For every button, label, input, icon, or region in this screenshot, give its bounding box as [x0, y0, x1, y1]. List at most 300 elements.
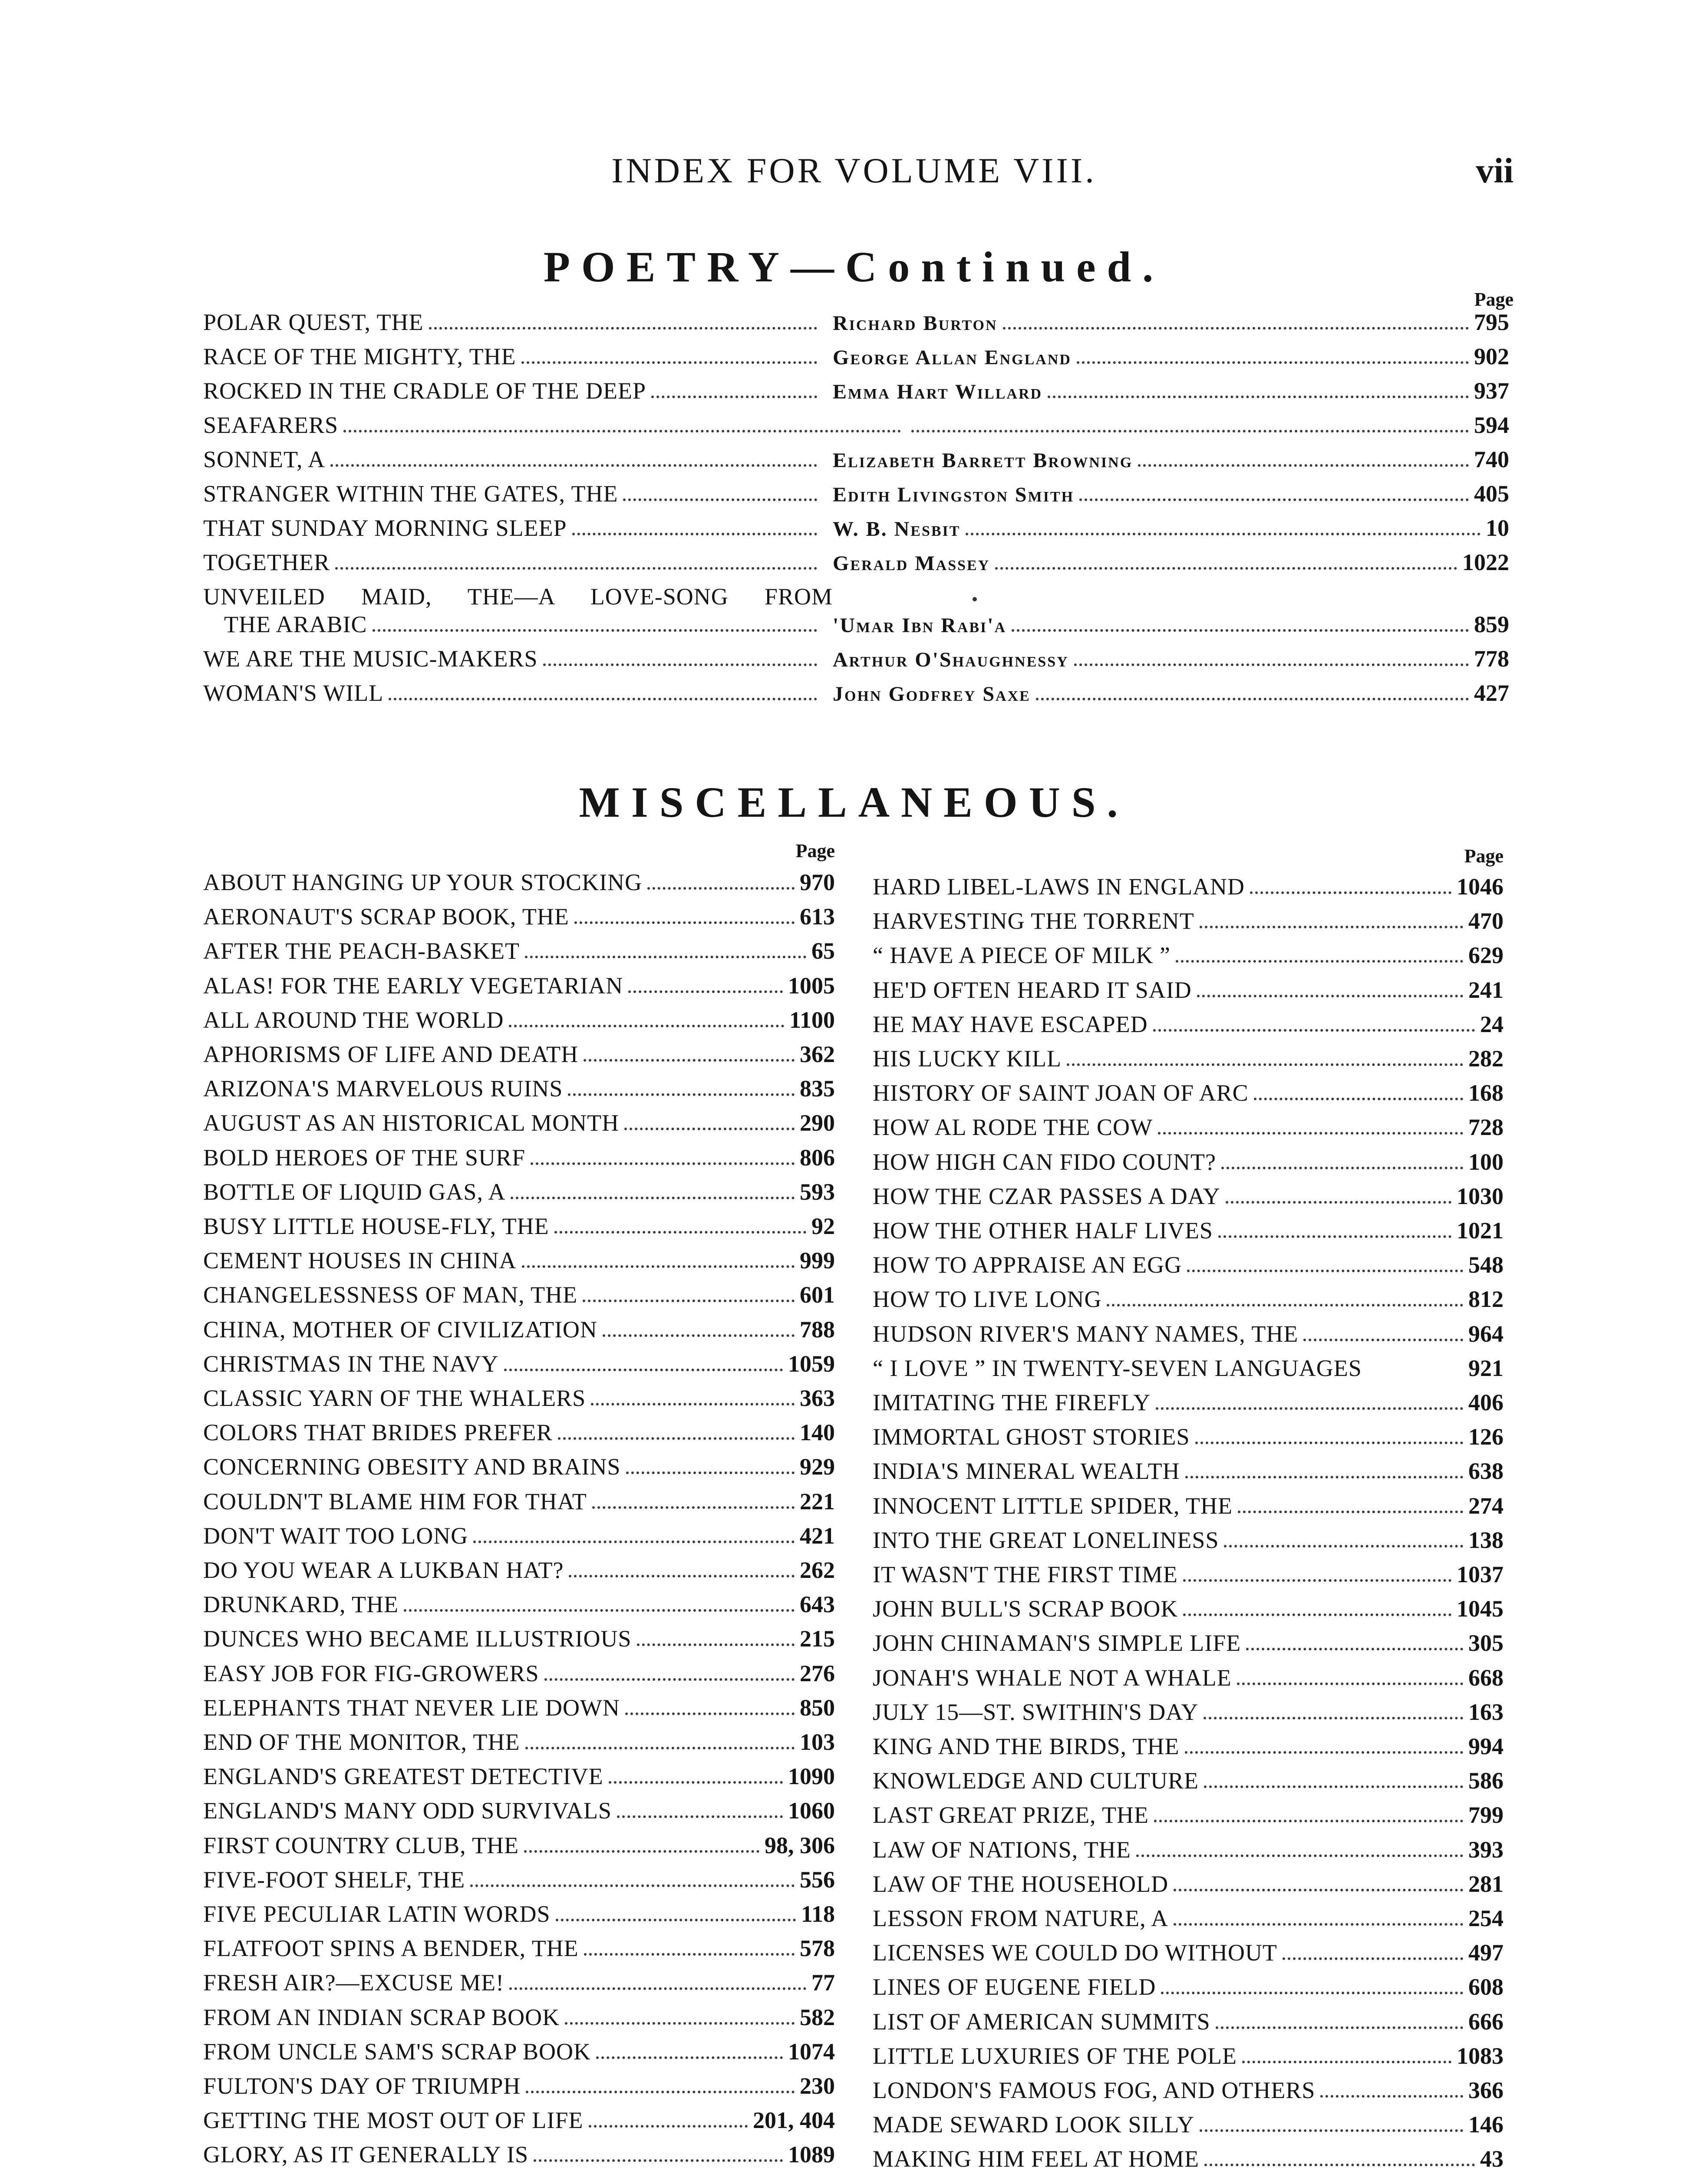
entry-page: 643: [800, 1591, 835, 1618]
index-entry: [203, 1558, 835, 1582]
entry-page: 1060: [788, 1798, 835, 1824]
entry-title: HOW THE CZAR PASSES A DAY: [873, 1183, 1220, 1209]
index-entry: [203, 974, 835, 997]
entry-page: 103: [800, 1729, 835, 1755]
entry-page: 1030: [1457, 1183, 1504, 1209]
misc-heading: MISCELLANEOUS.: [579, 778, 1129, 826]
entry-title: CLASSIC YARN OF THE WHALERS: [203, 1385, 586, 1411]
entry-title: LIST OF AMERICAN SUMMITS: [873, 2008, 1210, 2035]
index-entry: [203, 939, 835, 963]
misc-left-page-label: Page: [795, 840, 835, 861]
entry-page: 281: [1468, 1871, 1504, 1897]
poem-title-text: STRANGER WITHIN THE GATES, THE: [203, 481, 618, 507]
leader-dots: [617, 1815, 783, 1818]
entry-title: ELEPHANTS THAT NEVER LIE DOWN: [203, 1694, 620, 1721]
entry-title: IMMORTAL GHOST STORIES: [873, 1424, 1190, 1450]
entry-title: AFTER THE PEACH-BASKET: [203, 938, 520, 964]
entry-title: DUNCES WHO BECAME ILLUSTRIOUS: [203, 1626, 632, 1652]
entry-title: HARVESTING THE TORRENT: [873, 908, 1194, 934]
entry-page: 77: [811, 1970, 835, 1996]
entry-page: 305: [1468, 1630, 1504, 1656]
entry-page: 929: [800, 1454, 835, 1480]
leader-dots: [1250, 891, 1451, 894]
leader-dots: [911, 430, 1469, 432]
misc-right-page-label: Page: [1464, 845, 1504, 867]
index-entry: [873, 1322, 1504, 1346]
leader-dots: [1197, 995, 1463, 997]
leader-dots: [623, 498, 817, 501]
leader-dots: [1067, 1063, 1463, 1066]
print-speck: [973, 597, 977, 601]
poem-page: 937: [1474, 378, 1509, 404]
entry-title: HOW THE OTHER HALF LIVES: [873, 1217, 1213, 1244]
index-entry: [203, 1834, 835, 1857]
entry-page: 393: [1468, 1836, 1504, 1863]
entry-page: 1037: [1457, 1561, 1504, 1587]
poem-title: [203, 551, 822, 574]
index-entry: [873, 1631, 1504, 1655]
leader-dots: [1176, 960, 1463, 963]
leader-dots: [1138, 464, 1469, 467]
leader-dots: [1204, 1785, 1463, 1788]
entry-page: 601: [800, 1282, 835, 1308]
index-entry: [203, 1352, 835, 1376]
entry-page: 586: [1468, 1768, 1504, 1794]
index-entry: [203, 1730, 835, 1754]
leader-dots: [509, 1025, 784, 1027]
entry-title: “ HAVE A PIECE OF MILK ”: [873, 942, 1171, 969]
index-entry: [873, 2113, 1504, 2136]
index-entry: [203, 2006, 835, 2029]
leader-dots: [584, 1059, 795, 1062]
index-entry: [203, 1249, 835, 1272]
entry-page: 970: [800, 869, 835, 895]
entry-title: “ I LOVE ” IN TWENTY-SEVEN LANGUAGES: [873, 1355, 1362, 1381]
poem-title-text: WOMAN'S WILL: [203, 680, 384, 706]
leader-dots: [568, 1093, 795, 1096]
leader-dots: [569, 1575, 795, 1577]
entry-title: COLORS THAT BRIDES PREFER: [203, 1419, 553, 1446]
entry-page: 100: [1468, 1148, 1504, 1175]
poem-author: W. B. Nesbit: [833, 518, 961, 541]
leader-dots: [1174, 1889, 1463, 1891]
poem-title: [203, 379, 822, 403]
entry-page: 274: [1468, 1492, 1504, 1519]
index-entry: [873, 1838, 1504, 1861]
entry-page: 215: [800, 1626, 835, 1652]
leader-dots: [1074, 663, 1469, 666]
index-entry: [873, 1459, 1504, 1483]
leader-dots: [525, 1747, 795, 1749]
poem-entry: [203, 413, 1509, 437]
entry-title: ALL AROUND THE WORLD: [203, 1006, 504, 1033]
leader-dots: [1195, 1442, 1463, 1444]
index-entry: [203, 1696, 835, 1719]
leader-dots: [1320, 2095, 1463, 2098]
entry-page: 363: [800, 1385, 835, 1411]
index-entry: [873, 978, 1504, 1002]
leader-dots: [584, 1953, 795, 1956]
leader-dots: [343, 430, 901, 432]
index-entry: [873, 2010, 1504, 2033]
leader-dots: [1174, 1923, 1463, 1926]
index-entry: [873, 1803, 1504, 1827]
poem-page: 740: [1474, 446, 1509, 472]
entry-title: FIRST COUNTRY CLUB, THE: [203, 1832, 519, 1858]
poem-title-text: THE ARABIC: [224, 611, 367, 637]
index-entry: [873, 1287, 1504, 1311]
entry-title: FIVE PECULIAR LATIN WORDS: [203, 1901, 551, 1927]
poem-author: George Allan England: [833, 346, 1072, 369]
leader-dots: [637, 1643, 795, 1646]
poem-author: Edith Livingston Smith: [833, 483, 1075, 506]
poem-title-text: THAT SUNDAY MORNING SLEEP: [203, 515, 567, 541]
leader-dots: [565, 2022, 795, 2025]
index-entry: [873, 1494, 1504, 1518]
entry-title: LESSON FROM NATURE, A: [873, 1905, 1169, 1931]
entry-page: 43: [1480, 2146, 1504, 2171]
leader-dots: [1079, 498, 1469, 501]
entry-title: FULTON'S DAY OF TRIUMPH: [203, 2073, 521, 2099]
entry-title: DRUNKARD, THE: [203, 1591, 399, 1618]
entry-page: 366: [1468, 2077, 1504, 2103]
index-entry: [203, 1386, 835, 1410]
poem-author: Elizabeth Barrett Browning: [833, 449, 1133, 472]
index-entry: [873, 1013, 1504, 1036]
poem-author: Gerald Massey: [833, 552, 990, 575]
leader-dots: [525, 956, 806, 958]
entry-page: 406: [1468, 1389, 1504, 1415]
index-entry: [873, 1872, 1504, 1896]
entry-title: LINES OF EUGENE FIELD: [873, 1974, 1156, 2000]
entry-title: HARD LIBEL-LAWS IN ENGLAND: [873, 874, 1245, 900]
poem-entry: [203, 551, 1509, 574]
entry-title: HOW AL RODE THE COW: [873, 1114, 1153, 1141]
leader-dots: [1246, 1648, 1463, 1650]
entry-page: 548: [1468, 1252, 1504, 1278]
index-entry: [873, 1528, 1504, 1552]
entry-page: 582: [800, 2004, 835, 2030]
entry-title: DO YOU WEAR A LUKBAN HAT?: [203, 1557, 564, 1583]
leader-dots: [1156, 1407, 1463, 1410]
entry-page: 421: [800, 1522, 835, 1549]
leader-dots: [626, 1472, 795, 1474]
entry-page: 262: [800, 1557, 835, 1583]
entry-title: JOHN BULL'S SCRAP BOOK: [873, 1596, 1178, 1622]
entry-title: FRESH AIR?—EXCUSE ME!: [203, 1970, 504, 1996]
entry-page: 470: [1468, 908, 1504, 934]
index-entry: [203, 1490, 835, 1513]
entry-title: LONDON'S FAMOUS FOG, AND OTHERS: [873, 2077, 1316, 2103]
entry-page: 593: [800, 1178, 835, 1205]
poem-title: [203, 647, 822, 670]
poem-title-text: SONNET, A: [203, 446, 326, 472]
leader-dots: [1048, 396, 1469, 398]
index-entry: [873, 1219, 1504, 1242]
leader-dots: [558, 1437, 795, 1440]
poem-title: [203, 516, 822, 540]
entry-title: LAW OF THE HOUSEHOLD: [873, 1871, 1169, 1897]
index-entry: [203, 2074, 835, 2098]
leader-dots: [1254, 1098, 1463, 1100]
entry-title: HUDSON RIVER'S MANY NAMES, THE: [873, 1320, 1299, 1347]
entry-page: 146: [1468, 2112, 1504, 2138]
poem-title-text: POLAR QUEST, THE: [203, 309, 424, 335]
entry-title: END OF THE MONITOR, THE: [203, 1729, 520, 1755]
entry-title: HOW TO APPRAISE AN EGG: [873, 1252, 1182, 1278]
index-entry: [873, 1735, 1504, 1758]
leader-dots: [574, 921, 795, 924]
index-entry: [873, 1253, 1504, 1277]
poem-page: 902: [1474, 343, 1509, 370]
leader-dots: [1204, 1717, 1463, 1719]
index-entry: [873, 1391, 1504, 1414]
entry-page: 201, 404: [753, 2107, 835, 2134]
leader-dots: [647, 887, 795, 890]
leader-dots: [1242, 2061, 1451, 2063]
index-entry: [203, 1971, 835, 1994]
leader-dots: [1221, 1167, 1463, 1169]
entry-page: 138: [1468, 1527, 1504, 1553]
leader-dots: [591, 1403, 795, 1406]
leader-dots: [1238, 1511, 1463, 1513]
entry-page: 118: [801, 1901, 835, 1927]
leader-dots: [556, 1919, 796, 1921]
entry-title: CHRISTMAS IN THE NAVY: [203, 1350, 499, 1377]
index-entry: [873, 2044, 1504, 2068]
poem-title: [203, 345, 822, 368]
poem-page: 405: [1474, 481, 1509, 507]
poem-title-text: RACE OF THE MIGHTY, THE: [203, 343, 516, 370]
leader-dots: [1158, 1132, 1463, 1135]
leader-dots: [1161, 1992, 1463, 1994]
index-entry: [203, 1662, 835, 1685]
entry-title: FIVE-FOOT SHELF, THE: [203, 1866, 465, 1893]
entry-page: 1089: [788, 2141, 835, 2168]
poem-title-text: TOGETHER: [203, 549, 330, 575]
entry-title: INDIA'S MINERAL WEALTH: [873, 1458, 1180, 1485]
poem-title-text: ROCKED IN THE CRADLE OF THE DEEP: [203, 378, 646, 404]
poem-title: SEAFARERS: [203, 412, 339, 438]
entry-title: LAST GREAT PRIZE, THE: [873, 1802, 1149, 1828]
leader-dots: [1003, 327, 1469, 330]
poem-author: John Godfrey Saxe: [833, 683, 1031, 706]
leader-dots: [1153, 1029, 1475, 1032]
index-entry: [203, 1214, 835, 1238]
leader-dots: [531, 1162, 795, 1165]
poem-entry: [203, 482, 1509, 505]
entry-page: 362: [800, 1041, 835, 1067]
entry-title: ABOUT HANGING UP YOUR STOCKING: [203, 869, 643, 895]
index-entry: [203, 1937, 835, 1960]
entry-page: 497: [1468, 1940, 1504, 1966]
poem-page: 1022: [1462, 549, 1509, 575]
poem-page: 594: [1474, 412, 1509, 438]
entry-page: 608: [1468, 1974, 1504, 2000]
leader-dots: [1136, 1854, 1463, 1857]
index-entry: [873, 1975, 1504, 1999]
leader-dots: [572, 533, 817, 535]
entry-title: ARIZONA'S MARVELOUS RUINS: [203, 1076, 563, 1102]
leader-dots: [522, 1265, 795, 1268]
leader-dots: [1107, 1304, 1463, 1307]
entry-title: ENGLAND'S MANY ODD SURVIVALS: [203, 1798, 612, 1824]
entry-page: 638: [1468, 1458, 1504, 1485]
index-entry: [873, 1563, 1504, 1586]
page-number: vii: [1476, 151, 1513, 190]
index-entry: [873, 1081, 1504, 1105]
entry-title: LICENSES WE COULD DO WITHOUT: [873, 1940, 1277, 1966]
entry-title: GLORY, AS IT GENERALLY IS: [203, 2141, 529, 2168]
entry-page: 230: [800, 2073, 835, 2099]
entry-title: GETTING THE MOST OUT OF LIFE: [203, 2107, 584, 2134]
leader-dots: [1183, 1579, 1451, 1582]
index-entry: [873, 1941, 1504, 1964]
leader-dots: [1283, 1957, 1463, 1960]
entry-title: CONCERNING OBESITY AND BRAINS: [203, 1454, 621, 1480]
leader-dots: [543, 663, 817, 666]
entry-title: AERONAUT'S SCRAP BOOK, THE: [203, 904, 569, 930]
leader-dots: [1204, 2164, 1475, 2166]
poem-entry: [203, 516, 1509, 540]
index-entry: [203, 1008, 835, 1032]
poem-author: Richard Burton: [833, 312, 998, 335]
entry-page: 163: [1468, 1699, 1504, 1725]
entry-page: 578: [800, 1935, 835, 1962]
entry-title: HE MAY HAVE ESCAPED: [873, 1011, 1148, 1037]
entry-title: HISTORY OF SAINT JOAN OF ARC: [873, 1080, 1249, 1106]
entry-page: 994: [1468, 1733, 1504, 1759]
entry-title: MADE SEWARD LOOK SILLY: [873, 2112, 1195, 2138]
entry-page: 964: [1468, 1320, 1504, 1347]
entry-title: HIS LUCKY KILL: [873, 1046, 1062, 1072]
entry-title: JOHN CHINAMAN'S SIMPLE LIFE: [873, 1630, 1241, 1656]
index-entry: [203, 1902, 835, 1926]
poem-title: [203, 448, 822, 471]
entry-title: COULDN'T BLAME HIM FOR THAT: [203, 1488, 587, 1514]
index-entry: [203, 1318, 835, 1341]
leader-dots: [1216, 2026, 1463, 2029]
entry-page: 668: [1468, 1664, 1504, 1691]
leader-dots: [544, 1678, 795, 1681]
entry-page: 92: [811, 1213, 835, 1239]
poem-page: 795: [1474, 309, 1509, 335]
poem-title: [203, 681, 822, 705]
entry-title: EASY JOB FOR FIG-GROWERS: [203, 1660, 539, 1686]
entry-page: 999: [800, 1247, 835, 1274]
poem-page: 778: [1474, 646, 1509, 672]
leader-dots: [1183, 1613, 1451, 1616]
entry-page: 241: [1468, 977, 1504, 1003]
entry-title: MAKING HIM FEEL AT HOME: [873, 2146, 1199, 2171]
entry-title: ALAS! FOR THE EARLY VEGETARIAN: [203, 972, 623, 999]
index-entry: [203, 1799, 835, 1822]
poem-page: 859: [1474, 611, 1509, 637]
poem-author: Emma Hart Willard: [833, 380, 1043, 403]
entry-page: 835: [800, 1076, 835, 1102]
index-entry: [873, 1115, 1504, 1139]
poem-entry: [203, 647, 1509, 670]
index-entry: [873, 944, 1504, 967]
entry-title: FROM AN INDIAN SCRAP BOOK: [203, 2004, 560, 2030]
leader-dots: [583, 1300, 795, 1302]
entry-title: LAW OF NATIONS, THE: [873, 1836, 1131, 1863]
index-entry: [203, 1146, 835, 1169]
index-entry: [873, 875, 1504, 898]
entry-title: CEMENT HOUSES IN CHINA: [203, 1247, 517, 1274]
leader-dots: [651, 396, 817, 398]
entry-title: KING AND THE BIRDS, THE: [873, 1733, 1180, 1759]
index-entry: [203, 2143, 835, 2166]
index-entry: [873, 1047, 1504, 1070]
leader-dots: [966, 533, 1480, 535]
poetry-page-label: Page: [1474, 289, 1513, 310]
leader-dots: [1200, 926, 1463, 928]
leader-dots: [335, 567, 817, 570]
index-entry: [203, 1524, 835, 1547]
entry-title: BOLD HEROES OF THE SURF: [203, 1144, 526, 1171]
leader-dots: [609, 1781, 783, 1784]
leader-dots: [995, 567, 1457, 570]
leader-dots: [389, 698, 817, 700]
entry-page: 98, 306: [765, 1832, 835, 1858]
entry-title: IMITATING THE FIREFLY: [873, 1389, 1151, 1415]
poem-title: [203, 482, 822, 505]
entry-title: LITTLE LUXURIES OF THE POLE: [873, 2042, 1237, 2069]
entry-page: 1005: [788, 972, 835, 999]
entry-page: 812: [1468, 1286, 1504, 1313]
leader-dots: [1237, 1683, 1463, 1685]
entry-title: KNOWLEDGE AND CULTURE: [873, 1768, 1199, 1794]
leader-dots: [603, 1334, 795, 1337]
entry-page: 1074: [788, 2038, 835, 2065]
index-entry: [873, 1425, 1504, 1448]
entry-page: 65: [811, 938, 835, 964]
leader-dots: [473, 1541, 795, 1543]
entry-title: HE'D OFTEN HEARD IT SAID: [873, 977, 1192, 1003]
leader-dots: [1077, 361, 1469, 364]
entry-title: HOW HIGH CAN FIDO COUNT?: [873, 1148, 1216, 1175]
index-entry: [873, 1700, 1504, 1724]
poem-title: [224, 613, 822, 636]
leader-dots: [592, 1506, 795, 1509]
entry-page: 140: [800, 1419, 835, 1446]
leader-dots: [628, 990, 783, 993]
index-entry: [873, 1356, 1504, 1380]
index-entry: [203, 2040, 835, 2063]
index-entry: [203, 1593, 835, 1616]
entry-page: 254: [1468, 1905, 1504, 1931]
leader-dots: [504, 1369, 783, 1371]
index-entry: [873, 1907, 1504, 1930]
entry-page: 168: [1468, 1080, 1504, 1106]
entry-title: INTO THE GREAT LONELINESS: [873, 1527, 1219, 1553]
leader-dots: [624, 1128, 795, 1130]
entry-page: 1046: [1457, 874, 1504, 900]
poem-title-text: WE ARE THE MUSIC-MAKERS: [203, 646, 538, 672]
leader-dots: [1226, 1201, 1451, 1204]
leader-dots: [1036, 698, 1469, 700]
entry-title: HOW TO LIVE LONG: [873, 1286, 1102, 1313]
entry-title: INNOCENT LITTLE SPIDER, THE: [873, 1492, 1233, 1519]
running-title: INDEX FOR VOLUME VIII.: [611, 151, 1097, 190]
poem-author: Arthur O'Shaughnessy: [833, 648, 1069, 671]
entry-title: JULY 15—ST. SWITHIN'S DAY: [873, 1699, 1199, 1725]
index-entry: [203, 1283, 835, 1307]
entry-page: 799: [1468, 1802, 1504, 1828]
leader-dots: [404, 1609, 795, 1612]
leader-dots: [1224, 1545, 1463, 1547]
